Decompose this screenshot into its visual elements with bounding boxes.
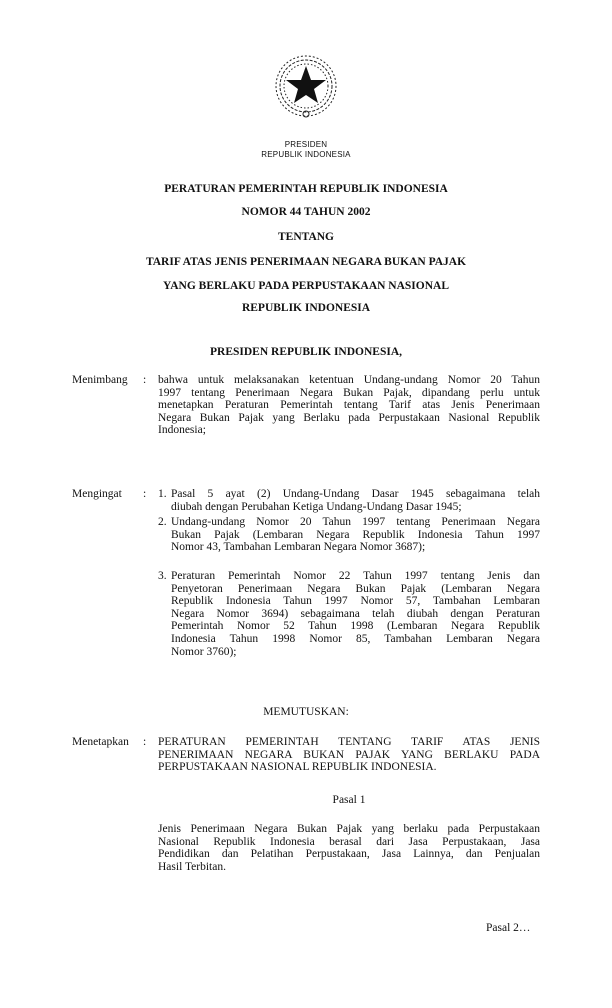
- text-line: Jenis Penerimaan Negara Bukan Pajak yang berlaku pada Perpustakaan: [158, 823, 540, 835]
- text-line: 1997 tentang Penerimaan Negara Bukan Pajak, dipandang perlu untuk: [158, 386, 540, 399]
- text-line: PERPUSTAKAAN NASIONAL REPUBLIK INDONESIA.: [158, 761, 437, 774]
- text-line: Undang-undang Nomor 20 Tahun 1997 tentang Penerimaan Negara: [171, 516, 540, 528]
- text-line: menetapkan Peraturan Pemerintah tentang Tarif atas Jenis Penerimaan: [158, 399, 540, 412]
- mengingat-item-2: [171, 516, 540, 554]
- presidential-seal: [271, 52, 341, 122]
- mengingat-item-3: [171, 570, 540, 658]
- text-line: Nomor 43, Tambahan Lembaran Negara Nomor 3687);: [171, 541, 426, 554]
- menetapkan-colon: :: [143, 736, 147, 748]
- mengingat-colon: :: [143, 488, 147, 500]
- memutuskan-heading: MEMUTUSKAN:: [263, 706, 349, 718]
- title-line-4: TARIF ATAS JENIS PENERIMAAN NEGARA BUKAN PAJAK: [145, 256, 467, 268]
- text-line: PERATURAN PEMERINTAH TENTANG TARIF ATAS JENIS: [158, 736, 540, 748]
- star-wreath-icon: [271, 52, 341, 122]
- text-line: diubah dengan Perubahan Ketiga Undang-Undang Dasar 1945;: [171, 500, 462, 513]
- item-number: 2.: [158, 516, 167, 528]
- text-line: Pemerintah Nomor 52 Tahun 1998 (Lembaran Negara Republik: [171, 620, 540, 633]
- pasal-1-text: [158, 823, 540, 873]
- text-line: Indonesia;: [158, 424, 206, 437]
- text-line: Negara Bukan Pajak yang Berlaku pada Perpustakaan Nasional Republik: [158, 411, 540, 424]
- text-line: Penyetoran Penerimaan Negara Bukan Pajak (Lembaran Negara: [171, 582, 540, 595]
- title-line-3: TENTANG: [277, 231, 335, 243]
- text-line: Indonesia Tahun 1998 Nomor 85, Tambahan Lembaran Negara: [171, 632, 540, 645]
- mengingat-item-1: [171, 488, 540, 513]
- text-line: Bukan Pajak (Lembaran Negara Republik Indonesia Tahun 1997: [171, 528, 540, 541]
- pasal-1-heading: Pasal 1: [332, 794, 366, 806]
- item-number: 3.: [158, 570, 167, 582]
- next-page-marker: Pasal 2…: [486, 922, 531, 934]
- text-line: PENERIMAAN NEGARA BUKAN PAJAK YANG BERLAKU PADA: [158, 748, 540, 761]
- title-line-1: PERATURAN PEMERINTAH REPUBLIK INDONESIA: [164, 183, 448, 195]
- mengingat-label: Mengingat: [72, 488, 122, 500]
- text-line: Hasil Terbitan.: [158, 860, 226, 873]
- text-line: Negara Nomor 3694) sebagaimana telah diubah dengan Peraturan: [171, 607, 540, 620]
- seal-caption-presiden: PRESIDEN: [284, 140, 328, 149]
- menimbang-text: [158, 374, 540, 437]
- text-line: bahwa untuk melaksanakan ketentuan Undang-undang Nomor 20 Tahun: [158, 374, 540, 386]
- title-line-5: YANG BERLAKU PADA PERPUSTAKAAN NASIONAL: [162, 280, 450, 292]
- text-line: Nomor 3760);: [171, 645, 237, 658]
- item-number: 1.: [158, 488, 167, 500]
- text-line: Nasional Republik Indonesia berasal dari Jasa Perpustakaan, Jasa: [158, 835, 540, 848]
- menimbang-colon: :: [143, 374, 147, 386]
- title-line-6: REPUBLIK INDONESIA: [241, 302, 371, 314]
- text-line: Pendidikan dan Pelatihan Perpustakaan, Jasa Lainnya, dan Penjualan: [158, 848, 540, 861]
- menimbang-label: Menimbang: [72, 374, 128, 386]
- text-line: Peraturan Pemerintah Nomor 22 Tahun 1997 tentang Jenis dan: [171, 570, 540, 582]
- text-line: Republik Indonesia Tahun 1997 Nomor 57, Tambahan Lembaran: [171, 595, 540, 608]
- menetapkan-text: [158, 736, 540, 774]
- president-heading: PRESIDEN REPUBLIK INDONESIA,: [209, 346, 403, 358]
- text-line: Pasal 5 ayat (2) Undang-Undang Dasar 1945 sebagaimana telah: [171, 488, 540, 500]
- seal-caption-republik: REPUBLIK INDONESIA: [261, 150, 351, 159]
- menetapkan-label: Menetapkan: [72, 736, 129, 748]
- title-line-2: NOMOR 44 TAHUN 2002: [241, 206, 371, 218]
